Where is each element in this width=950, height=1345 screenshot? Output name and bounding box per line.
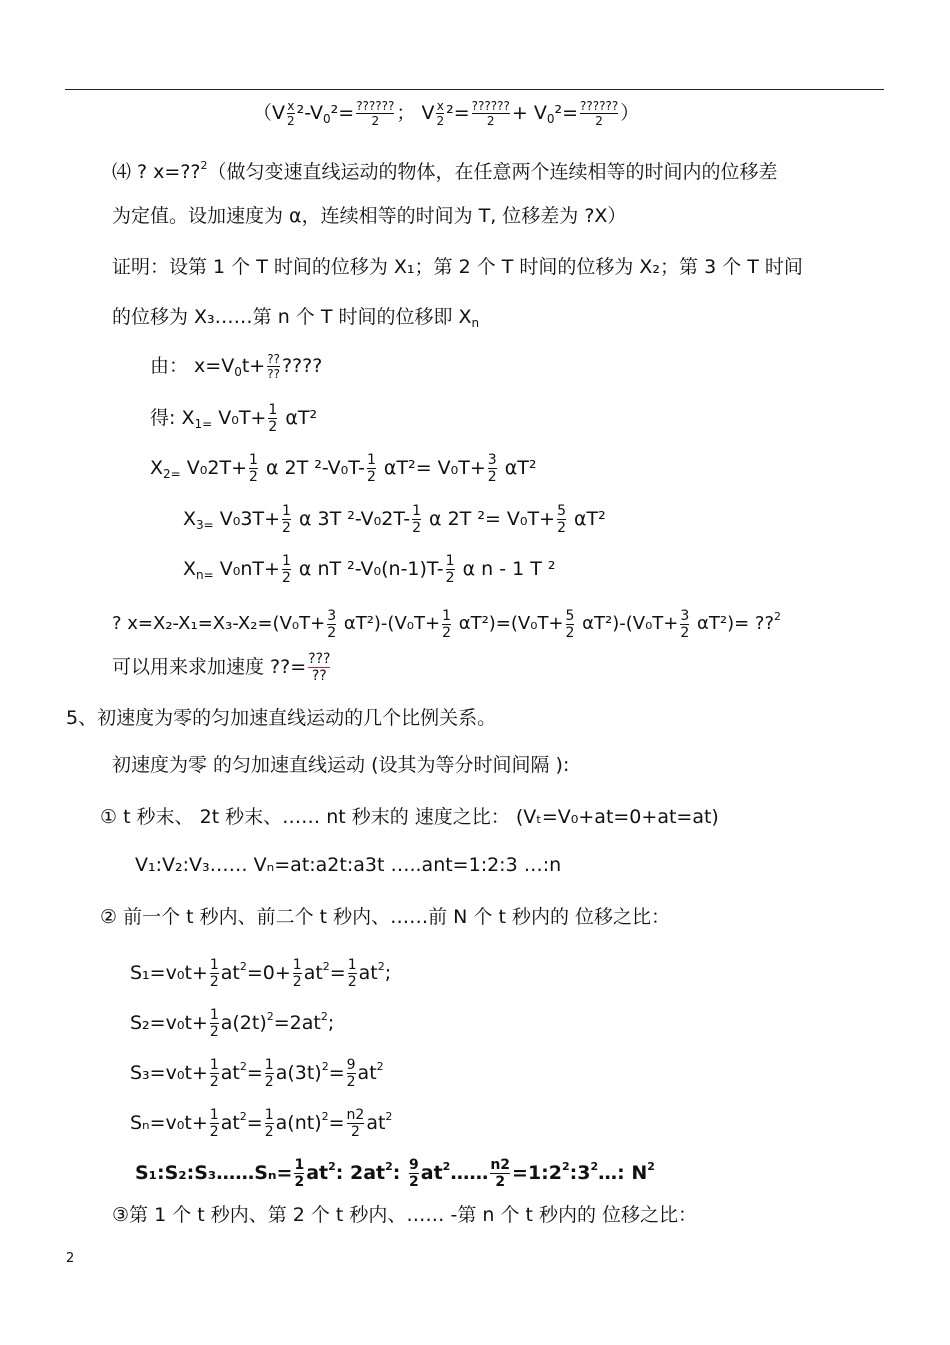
fraction-denominator: 2 [294, 1174, 305, 1190]
eq-text: :3 [569, 1162, 591, 1184]
item4-text: （做匀变速直线运动的物体，在任意两个连续相等的时间内的位移差 [207, 161, 778, 183]
fraction-denominator: 2 [346, 1074, 356, 1090]
eq-text: ; [384, 962, 392, 984]
eq-text: at [366, 1112, 386, 1134]
fraction-denominator: ?? [311, 668, 327, 684]
fraction-denominator: 2 [281, 570, 291, 586]
fraction-numerator: 1 [445, 553, 455, 569]
eq-text: S₃=v₀t+ [130, 1062, 208, 1084]
section5-item1: ① t 秒末、 2t 秒末、…… nt 秒末的 速度之比： (Vₜ=V₀+at=0+at=at) [100, 806, 719, 828]
superscript: 2 [385, 1110, 393, 1123]
fraction [490, 1158, 510, 1189]
eq-text: = [329, 962, 346, 984]
proof-line2 [112, 304, 479, 336]
fraction-denominator: 2 [445, 570, 455, 586]
sn-equation [130, 1104, 392, 1139]
fraction-denominator: 2 [412, 520, 421, 536]
fraction-numerator: 1 [209, 1057, 219, 1073]
eq-text: Sₙ=v₀t+ [130, 1112, 208, 1134]
fraction-denominator: ?? [267, 367, 280, 381]
fraction [327, 609, 336, 640]
section5-item1-equation: V₁:V₂:V₃…… Vₙ=at:a2t:a3t …..ant=1:2:3 …:n [135, 854, 562, 876]
equation-top [253, 100, 639, 132]
eq-text: at [358, 962, 378, 984]
eq-text: = [328, 1062, 345, 1084]
fraction [268, 403, 277, 434]
eq-text: αT²)= ?? [691, 613, 775, 634]
fraction [210, 958, 219, 989]
eq-text: =2at [273, 1012, 321, 1034]
fraction-denominator: 2 [409, 1174, 419, 1190]
eq-text: ²-V [296, 102, 323, 124]
fraction-denominator: 2 [209, 1024, 219, 1040]
eq-text: αT² [279, 407, 318, 429]
eq-text: at [220, 1062, 240, 1084]
fraction [566, 609, 575, 640]
fraction-numerator: ?????? [356, 99, 395, 113]
fraction-denominator: 2 [366, 469, 376, 485]
fraction-denominator: 2 [371, 114, 380, 128]
superscript: 2 [239, 960, 247, 973]
fraction-numerator: 3 [327, 607, 337, 624]
fraction-numerator: 5 [557, 503, 566, 519]
eq-text: S₁=v₀t+ [130, 962, 208, 984]
superscript: 2 [266, 1010, 274, 1023]
derive-delta-x [112, 604, 781, 640]
eq-text: V₀3T+ [213, 508, 281, 530]
eq-text: ²= [446, 102, 470, 124]
fraction-denominator: 2 [442, 624, 451, 641]
fraction-numerator: 1 [264, 1107, 274, 1123]
fraction-numerator: 1 [209, 957, 219, 973]
eq-text: V₀nT+ [213, 558, 280, 580]
fraction-denominator: 2 [557, 520, 566, 536]
eq-text: = [246, 1062, 263, 1084]
superscript: 2 [590, 1160, 599, 1173]
fraction-numerator: x [436, 99, 444, 113]
derive-x2 [150, 453, 537, 487]
superscript: 2 [320, 1010, 328, 1023]
fraction-denominator: 2 [209, 974, 219, 990]
eq-text: …: N [598, 1162, 648, 1184]
fraction [580, 100, 618, 127]
eq-text: αT²)-(V₀T+ [576, 613, 679, 634]
fraction [347, 1058, 356, 1089]
fraction [210, 1058, 219, 1089]
eq-text: αT² [567, 508, 606, 530]
fraction [446, 554, 455, 585]
fraction [282, 504, 291, 535]
fraction-numerator: 1 [442, 607, 451, 624]
eq-text: αT²)-(V₀T+ [338, 613, 441, 634]
superscript: 2 [321, 1110, 329, 1123]
fraction-numerator: 5 [565, 607, 575, 624]
eq-text: = [246, 1112, 263, 1134]
eq-text: 得: X [150, 407, 195, 429]
superscript: 2 [200, 159, 208, 172]
fraction-denominator: 2 [487, 469, 497, 485]
eq-text: t+ [241, 355, 266, 377]
superscript: 2 [442, 1160, 451, 1173]
superscript: 2 [562, 1160, 570, 1173]
eq-text: at [306, 1162, 329, 1184]
superscript: 2 [328, 1160, 336, 1173]
eq-text: α 2T ²-V₀T- [259, 457, 365, 479]
eq-text: : 2at [335, 1162, 386, 1184]
fraction-numerator: 3 [680, 607, 690, 624]
fraction [267, 353, 280, 380]
eq-text: X [150, 457, 164, 479]
superscript: 2 [321, 1060, 329, 1073]
fraction [294, 1158, 304, 1189]
fraction [472, 100, 510, 127]
eq-text: α 3T ²-V₀2T- [292, 508, 411, 530]
fraction-denominator: 2 [347, 974, 357, 990]
eq-text: at [420, 1162, 443, 1184]
eq-text: ; [327, 1012, 335, 1034]
fraction [356, 100, 394, 127]
section5-title: 5、初速度为零的匀加速直线运动的几个比例关系。 [66, 707, 497, 729]
eq-text: （V [253, 102, 285, 124]
superscript: 2 [377, 960, 385, 973]
subscript: 3= [196, 518, 214, 532]
derive-acceleration [112, 652, 332, 683]
eq-text: ???? [281, 355, 323, 377]
section5-intro: 初速度为零 的匀加速直线运动 (设其为等分时间间隔 ): [112, 754, 570, 776]
fraction [293, 958, 302, 989]
fraction-numerator: 1 [366, 452, 376, 468]
subscript: 0 [546, 112, 555, 126]
superscript: 2 [385, 1160, 393, 1173]
subscript: n [471, 316, 480, 330]
fraction-denominator: 2 [209, 1074, 219, 1090]
fraction-numerator: ?????? [580, 99, 619, 113]
subscript: 0 [234, 365, 242, 379]
eq-text: 可以用来求加速度 ??= [112, 656, 307, 678]
fraction-numerator: 1 [292, 957, 302, 973]
fraction-numerator: n2 [346, 1107, 365, 1123]
fraction [436, 100, 444, 127]
eq-text: α n - 1 T ² [456, 558, 556, 580]
fraction-numerator: 1 [281, 553, 291, 569]
item4-formula: ⑷ ? x=?? [112, 161, 201, 183]
eq-text: : [392, 1162, 408, 1184]
fraction [265, 1058, 274, 1089]
item4-heading [112, 153, 778, 185]
eq-text: =1:2 [512, 1162, 563, 1184]
fraction [348, 958, 357, 989]
eq-text: a(2t) [220, 1012, 267, 1034]
eq-text: V₀T+ [212, 407, 267, 429]
fraction-numerator: 9 [409, 1157, 419, 1173]
fraction [249, 453, 258, 484]
eq-text: αT² [377, 457, 416, 479]
eq-text: at [357, 1062, 377, 1084]
derive-you [150, 353, 322, 385]
fraction-numerator: 1 [268, 402, 278, 418]
eq-text: =0+ [246, 962, 291, 984]
fraction-denominator: 2 [436, 114, 445, 128]
fraction [282, 554, 291, 585]
fraction-numerator: 3 [487, 452, 497, 468]
fraction [308, 652, 330, 683]
superscript: 2 [239, 1060, 247, 1073]
eq-text: ； V [396, 102, 435, 124]
eq-text: αT² [498, 457, 537, 479]
eq-text: + V [511, 102, 547, 124]
fraction [347, 1108, 365, 1139]
fraction-numerator: n2 [490, 1157, 511, 1173]
eq-text: a(3t) [275, 1062, 322, 1084]
superscript: 2 [774, 610, 782, 623]
eq-text: X [183, 558, 197, 580]
fraction-numerator: x [287, 99, 295, 113]
fraction-numerator: 1 [249, 452, 258, 468]
item4-line2: 为定值。设加速度为 α，连续相等的时间为 T, 位移差为 ?X） [112, 205, 627, 227]
s3-equation [130, 1054, 384, 1089]
superscript: 2 [322, 960, 330, 973]
eq-text: α 2T ² [422, 508, 485, 530]
fraction-denominator: 2 [287, 114, 295, 128]
fraction [210, 1008, 219, 1039]
fraction-numerator: ??? [308, 651, 331, 667]
eq-text: α nT ²-V₀(n-1)T- [292, 558, 444, 580]
eq-text: …… [450, 1162, 489, 1184]
eq-text: at [303, 962, 323, 984]
derive-de [150, 403, 317, 437]
fraction [409, 1158, 419, 1189]
subscript: 1= [194, 417, 213, 431]
fraction-numerator: 1 [264, 1057, 274, 1073]
derive-xn [183, 554, 556, 588]
eq-text: αT²)=(V₀T+ [452, 613, 564, 634]
s1-equation [130, 954, 391, 989]
fraction [210, 1108, 219, 1139]
fraction-numerator: 1 [209, 1107, 219, 1123]
eq-text: ²= [330, 102, 355, 124]
subscript: 0 [323, 112, 331, 126]
fraction [412, 504, 421, 535]
superscript: 2 [647, 1160, 655, 1173]
derive-x3 [183, 504, 606, 538]
page-number: 2 [66, 1251, 75, 1266]
ratio-equation [135, 1154, 655, 1189]
eq-text: at [220, 1112, 240, 1134]
fraction-denominator: 2 [327, 624, 337, 641]
eq-text: ²= [554, 102, 579, 124]
eq-text: = V₀T+ [415, 457, 486, 479]
fraction-denominator: 2 [595, 114, 603, 128]
fraction [367, 453, 376, 484]
fraction-numerator: 1 [294, 1157, 305, 1173]
fraction-numerator: 9 [346, 1057, 356, 1073]
s2-equation [130, 1004, 334, 1039]
proof-line1: 证明：设第 1 个 T 时间的位移为 X₁；第 2 个 T 时间的位移为 X₂；第 3 个 T 时间 [112, 256, 803, 278]
fraction [557, 504, 566, 535]
eq-text: = [328, 1112, 345, 1134]
superscript: 2 [376, 1060, 384, 1073]
fraction-denominator: 2 [292, 974, 302, 990]
eq-text: 由： x=V [150, 355, 235, 377]
fraction-denominator: 2 [282, 520, 291, 536]
eq-text: X [183, 508, 197, 530]
superscript: 2 [239, 1110, 247, 1123]
eq-text: V₀2T+ [180, 457, 248, 479]
eq-text: ? x=X₂-X₁=X₃-X₂=(V₀T+ [112, 613, 326, 634]
eq-text: a(nt) [275, 1112, 322, 1134]
fraction [265, 1108, 274, 1139]
fraction-numerator: 1 [412, 503, 421, 519]
fraction-numerator: 1 [209, 1007, 219, 1023]
top-rule [65, 89, 884, 90]
section5-item3: ③第 1 个 t 秒内、第 2 个 t 秒内、…… -第 n 个 t 秒内的 位移之比： [112, 1204, 698, 1226]
fraction-denominator: 2 [209, 1124, 219, 1140]
fraction-denominator: 2 [268, 419, 278, 435]
proof-text: 的位移为 X₃……第 n 个 T 时间的位移即 X [112, 306, 472, 328]
fraction-denominator: 2 [680, 624, 690, 641]
fraction [488, 453, 497, 484]
fraction-numerator: ?????? [471, 99, 510, 113]
fraction-numerator: 1 [347, 957, 357, 973]
fraction-denominator: 2 [264, 1074, 274, 1090]
fraction-denominator: 2 [565, 624, 575, 641]
eq-text: = V₀T+ [484, 508, 556, 530]
fraction [680, 609, 689, 640]
fraction-numerator: 1 [282, 503, 291, 519]
fraction [442, 609, 451, 640]
fraction-denominator: 2 [495, 1174, 506, 1190]
fraction-denominator: 2 [264, 1124, 274, 1140]
fraction [287, 100, 295, 127]
fraction-numerator: ?? [267, 352, 280, 366]
subscript: n= [196, 568, 214, 582]
fraction-denominator: 2 [350, 1124, 360, 1140]
subscript: 2= [163, 467, 181, 481]
eq-text: S₁:S₂:S₃……Sₙ= [135, 1162, 293, 1184]
section5-item2: ② 前一个 t 秒内、前二个 t 秒内、……前 N 个 t 秒内的 位移之比： [100, 906, 670, 928]
fraction-denominator: 2 [249, 469, 258, 485]
fraction-denominator: 2 [486, 114, 495, 128]
eq-text: ） [620, 102, 640, 124]
eq-text: S₂=v₀t+ [130, 1012, 208, 1034]
eq-text: at [220, 962, 240, 984]
